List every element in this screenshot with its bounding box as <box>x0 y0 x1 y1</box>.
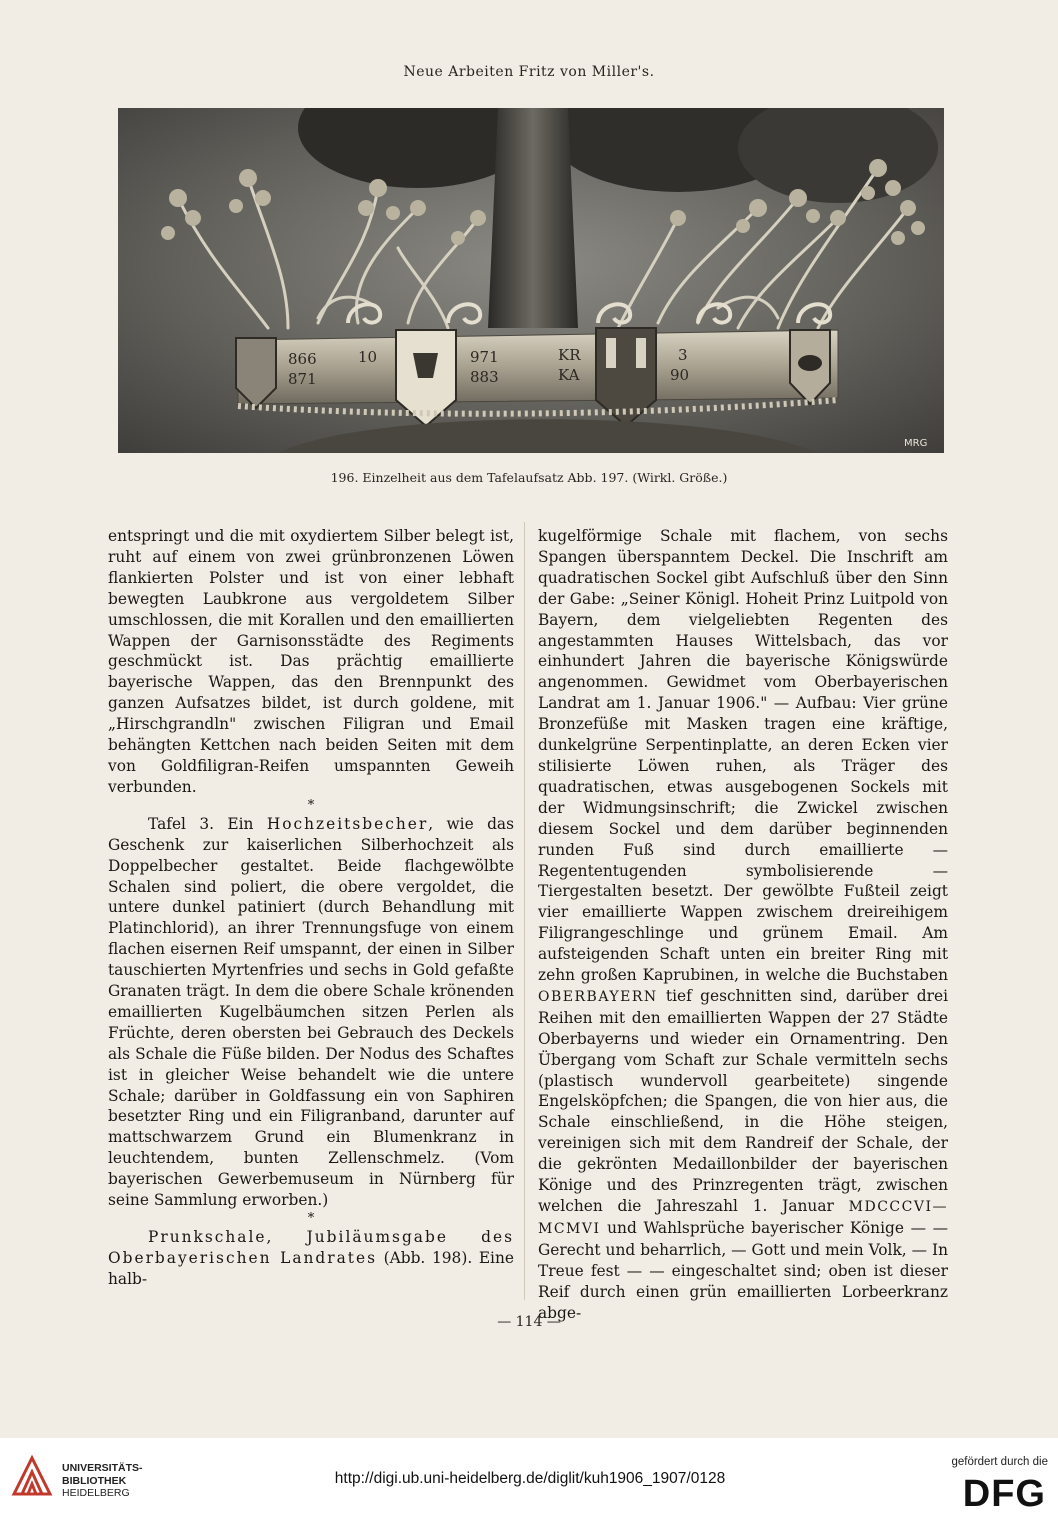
engraved-number: 10 <box>358 348 378 366</box>
library-name: UNIVERSITÄTS- BIBLIOTHEK HEIDELBERG <box>62 1462 143 1499</box>
section-separator: * <box>307 1211 315 1226</box>
engraved-number: 971 <box>470 348 499 366</box>
engraved-number: 90 <box>670 366 690 384</box>
engraved-number: KA <box>558 366 580 384</box>
engraved-number: 3 <box>678 346 688 364</box>
paragraph: entspringt und die mit oxydiertem Silber belegt ist, ruht auf einem von zwei grünbronzenen Löwen flankierten Polster und ist von einer lebhaft bewegten Laubkrone aus vergoldetem Silber umschlossen, die mit Korallen und den emaillierten Wappen der Garnisonsstädte des Regiments geschmückt ist. Das prächtig emaillierte bayerische Wappen, das den Brennpunkt des ganzen Aufsatzes bildet, ist durch goldene, mit „Hirschgrandln" zwischen Filigran und Email behängten Kettchen nach beiden Seiten mit dem von Goldfiligran-Reifen umspannten Geweih verbunden. <box>108 527 514 796</box>
right-column <box>538 526 948 1323</box>
crown-ornament-image <box>118 108 944 453</box>
spaced-heading: Prunkschale, Jubiläumsgabe des Oberbayerischen Landrates <box>108 1228 514 1267</box>
footer <box>0 1438 1058 1525</box>
sponsor-note: gefördert durch die <box>951 1456 1048 1468</box>
engraved-number: 866 <box>288 350 317 368</box>
paragraph: kugelförmige Schale mit flachem, von sechs Spangen überspanntem Deckel. Die Inschrift am quadratischen Sockel gibt Aufschluß über den Sinn der Gabe: „Seiner Königl. Hoheit Prinz Luitpold von Bayern, dem vielgeliebten Regenten des angestammten Hauses Wittelsbach, das vor einhundert Jahren die bayerische Königswürde angenommen. Gewidmet vom Oberbayerischen Landrat am 1. Januar 1906." — Aufbau: Vier grüne Bronzefüße mit Masken tragen eine kräftige, dunkelgrüne Serpentinplatte, an deren Ecken vier stilisierte Löwen ruhen, als Träger des quadratischen, etwas ausgebogenen Sockels mit der Widmungsinschrift; die Zwickel zwischen diesem Sockel und dem darüber beginnenden runden Fuß sind durch emaillierte — Regententugenden symbolisierende — Tiergestalten besetzt. Der gewölbte Fußteil zeigt vier emaillierte Wappen zwischem dreireihigem Filigrangeschlinge und grünem Email. Am aufsteigenden Schaft unten ein breiter Ring mit zehn großen Kaprubinen, in welche die Buchstaben OBERBAYERN tief geschnitten sind, darüber drei Reihen mit den emaillierten Wappen der 27 Städte Oberbayerns und wieder ein Ornamentring. Den Übergang vom Schaft zur Schale vermitteln sechs (plastisch wundervoll gearbeitete) singende Engelsköpfchen; die Spangen, die von hier aus, die Schale einschließend, in die Höhe steigen, vereinigen sich mit dem Randreif der Schale, der die gekrönten Medaillonbilder der bayerischen Könige und des Prinzregenten trägt, zwischen welchen die Jahreszahl 1. Januar MDCCCVI—MCMVI und Wahlsprüche bayerischer Könige — — Gerecht und beharrlich, — Gott und mein Volk, — In Treue fest — — eingeschaltet sind; oben ist dieser Reif durch einen grün emaillierten Lorbeerkranz abge- <box>538 527 948 1322</box>
engraved-number: 883 <box>470 368 499 386</box>
paragraph: Tafel 3. Ein Hochzeitsbecher, wie das Geschenk zur kaiserlichen Silberhochzeit als Doppelbecher gestaltet. Beide flachgewölbte Schalen sind poliert, die obere vergoldet, die untere dunkel patiniert (durch Behandlung mit Platinchlorid), an ihrer Trennungsfuge von einem flachen eisernen Reif umspannt, der einen in Silber tauschierten Myrtenfries und sechs in Gold gefaßte Granaten trägt. In dem die obere Schale krönenden emaillierten Kugelbäumchen sitzen Perlen als Früchte, deren obersten bei Gebrauch des Deckels als Schale die Füße bilden. Der Nodus des Schaftes ist in gleicher Weise behandelt wie die untere Schale; darüber in Goldfassung ein von Saphiren besetzter Ring und ein Filigranband, darunter auf mattschwarzem Grund ein Blumenkranz in leuchtendem, bunten Zellenschmelz. (Vom bayerischen Gewerbemuseum in Nürnberg für seine Sammlung erworben.) <box>108 814 514 1210</box>
permalink-url[interactable]: http://digi.ub.uni-heidelberg.de/diglit/kuh1906_1907/0128 <box>334 1470 726 1487</box>
left-column <box>108 526 514 1290</box>
capitals-text: OBERBAYERN <box>538 988 658 1005</box>
artist-signature: MRG <box>904 438 928 449</box>
paragraph: Prunkschale, Jubiläumsgabe des Oberbayerischen Landrates (Abb. 198). Eine halb- <box>108 1228 514 1288</box>
figure-photograph <box>118 108 944 453</box>
engraved-number: KR <box>558 346 581 364</box>
figure-caption: 196. Einzelheit aus dem Tafelaufsatz Abb. 197. (Wirkl. Größe.) <box>330 470 728 485</box>
dfg-logo: DFG <box>962 1473 1046 1515</box>
page-number: — 114 — <box>497 1314 561 1330</box>
spaced-heading: Hochzeitsbecher <box>266 814 429 833</box>
engraved-number: 871 <box>288 370 317 388</box>
running-head: Neue Arbeiten Fritz von Miller's. <box>403 64 655 80</box>
capitals-text: MDCCCVI—MCMVI <box>538 1199 948 1237</box>
section-separator: * <box>307 797 315 813</box>
column-rule <box>524 522 525 1300</box>
library-logo-icon <box>10 1454 54 1498</box>
